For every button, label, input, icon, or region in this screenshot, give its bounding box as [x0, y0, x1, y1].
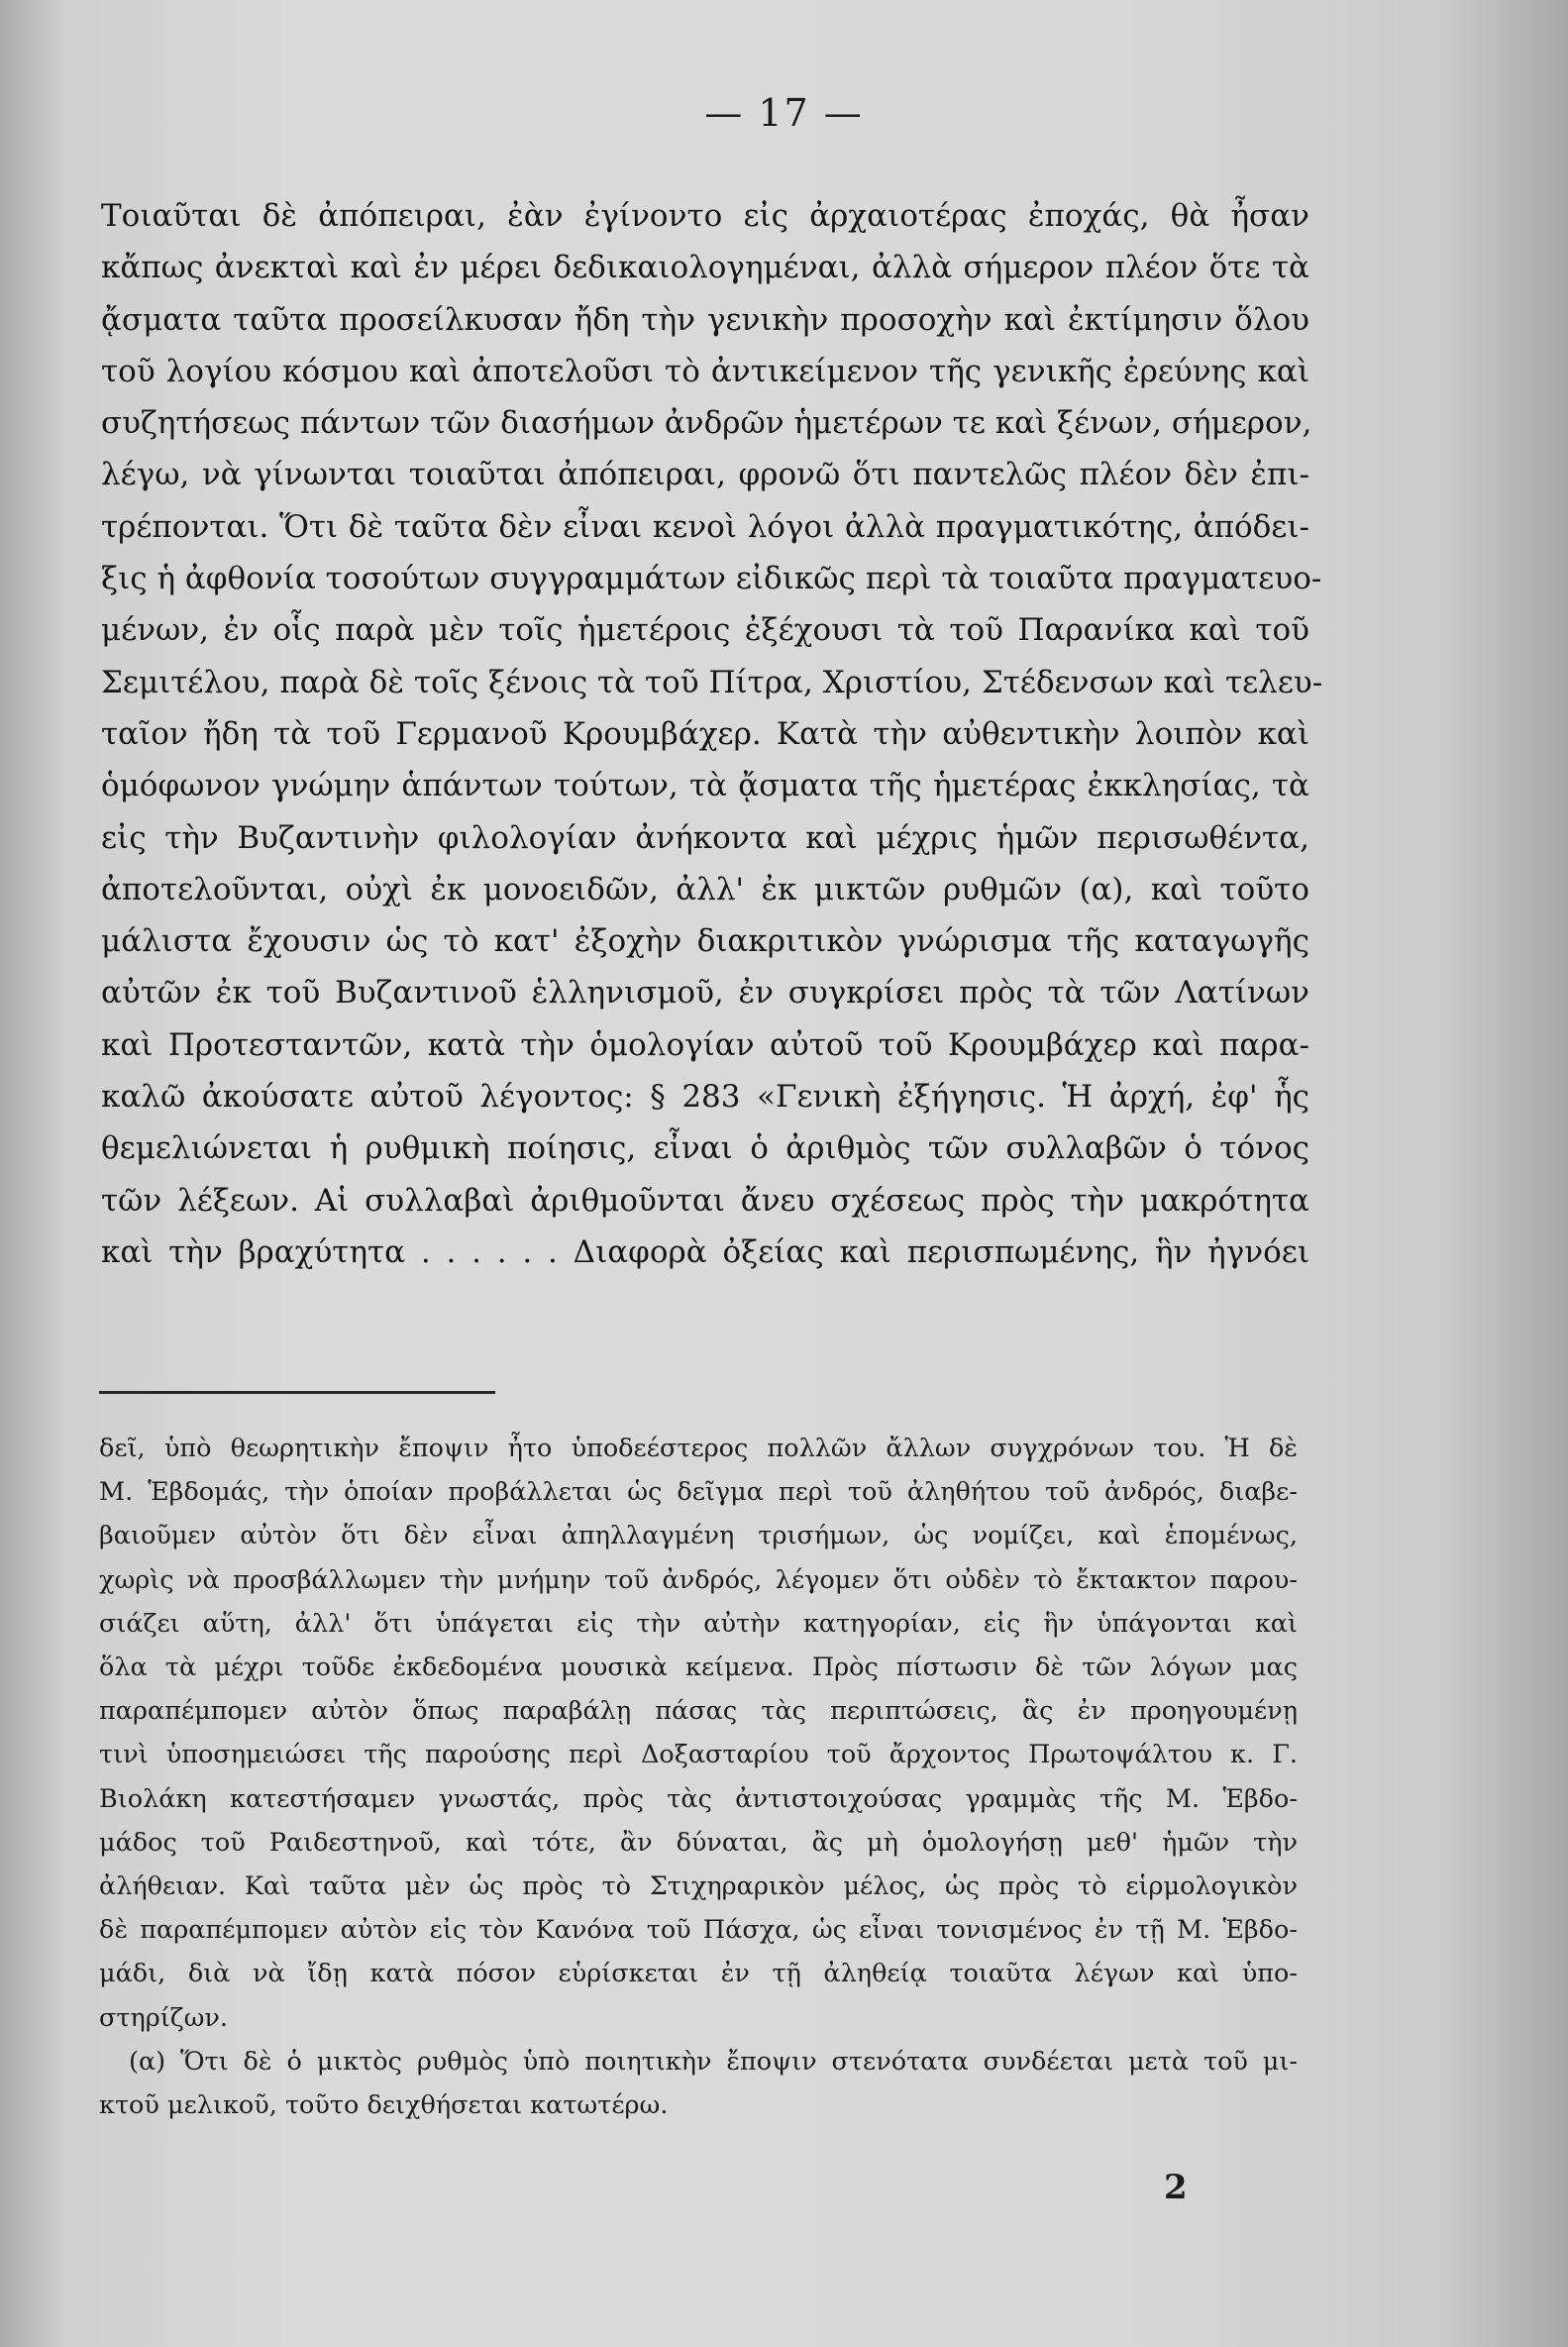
footnote-line: μάδος τοῦ Ραιδεστηνοῦ, καὶ τότε, ἂν δύναται, ἂς μὴ ὁμολογήσῃ μεθ' ἡμῶν τὴν: [99, 1827, 1298, 1858]
text-line: καὶ τὴν βραχύτητα . . . . . . Διαφορὰ ὀξείας καὶ περισπωμένης, ἣν ἠγνόει: [101, 1233, 1309, 1270]
footnote-line: σιάζει αὕτη, ἀλλ' ὅτι ὑπάγεται εἰς τὴν αὐτὴν κατηγορίαν, εἰς ἣν ὑπάγονται καὶ: [99, 1608, 1298, 1639]
signature-number: 2: [1164, 2168, 1188, 2207]
text-line: μένων, ἐν οἷς παρὰ μὲν τοῖς ἡμετέροις ἐξέχουσι τὰ τοῦ Παρανίκα καὶ τοῦ: [101, 612, 1309, 649]
text-line: Τοιαῦται δὲ ἀπόπειραι, ἐὰν ἐγίνοντο εἰς ἀρχαιοτέρας ἐποχάς, θὰ ἦσαν: [101, 198, 1309, 234]
text-line: τρέπονται. Ὅτι δὲ ταῦτα δὲν εἶναι κενοὶ λόγοι ἀλλὰ πραγματικότης, ἀπόδει-: [101, 508, 1309, 545]
text-line: καὶ Προτεσταντῶν, κατὰ τὴν ὁμολογίαν αὐτοῦ τοῦ Κρουμβάχερ καὶ παρα-: [101, 1026, 1309, 1063]
text-line: ταῖον ἤδη τὰ τοῦ Γερμανοῦ Κρουμβάχερ. Κατὰ τὴν αὐθεντικὴν λοιπὸν καὶ: [101, 715, 1309, 752]
text-line: θεμελιώνεται ἡ ρυθμικὴ ποίησις, εἶναι ὁ ἀριθμὸς τῶν συλλαβῶν ὁ τόνος: [101, 1130, 1309, 1167]
text-line: Σεμιτέλου, παρὰ δὲ τοῖς ξένοις τὰ τοῦ Πίτρα, Χριστίου, Στέδενσων καὶ τελευ-: [101, 664, 1323, 700]
text-line: ἀποτελοῦνται, οὐχὶ ἐκ μονοειδῶν, ἀλλ' ἐκ μικτῶν ρυθμῶν (α), καὶ τοῦτο: [101, 871, 1309, 907]
footnote-line: ἀλήθειαν. Καὶ ταῦτα μὲν ὡς πρὸς τὸ Στιχηραρικὸν μέλος, ὡς πρὸς τὸ εἱρμολογικὸν: [99, 1871, 1298, 1902]
page-number: — 17 —: [704, 91, 864, 135]
text-line: καλῶ ἀκούσατε αὐτοῦ λέγοντος: § 283 «Γενικὴ ἐξήγησις. Ἡ ἀρχή, ἐφ' ἧς: [101, 1079, 1309, 1116]
footnotes: [99, 1427, 1298, 2127]
footnote-line: μάδι, διὰ νὰ ἴδῃ κατὰ πόσον εὑρίσκεται ἐν τῇ ἀληθείᾳ τοιαῦτα λέγων καὶ ὑπο-: [99, 1959, 1298, 1989]
text-line: κἄπως ἀνεκταὶ καὶ ἐν μέρει δεδικαιολογημέναι, ἀλλὰ σήμερον πλέον ὅτε τὰ: [101, 250, 1309, 286]
footnote-line: ὅλα τὰ μέχρι τοῦδε ἐκδεδομένα μουσικὰ κείμενα. Πρὸς πίστωσιν δὲ τῶν λόγων μας: [99, 1653, 1298, 1683]
text-line: εἰς τὴν Βυζαντινὴν φιλολογίαν ἀνήκοντα καὶ μέχρις ἡμῶν περισωθέντα,: [101, 819, 1309, 856]
footnote-line: στηρίζων.: [99, 2002, 229, 2033]
text-line: μάλιστα ἔχουσιν ὡς τὸ κατ' ἐξοχὴν διακριτικὸν γνώρισμα τῆς καταγωγῆς: [101, 923, 1309, 960]
text-line: ὁμόφωνον γνώμην ἁπάντων τούτων, τὰ ᾄσματα τῆς ἡμετέρας ἐκκλησίας, τὰ: [101, 768, 1309, 804]
footnote-line: βαιοῦμεν αὐτὸν ὅτι δὲν εἶναι ἀπηλλαγμένη τρισήμων, ὡς νομίζει, καὶ ἑπομένως,: [99, 1521, 1298, 1551]
text-line: συζητήσεως πάντων τῶν διασήμων ἀνδρῶν ἡμετέρων τε καὶ ξένων, σήμερον,: [101, 405, 1312, 442]
footnote-line: Βιολάκη κατεστήσαμεν γνωστάς, πρὸς τὰς ἀντιστοιχούσας γραμμὰς τῆς Μ. Ἑβδο-: [99, 1783, 1298, 1814]
footnote-separator: [99, 1391, 495, 1394]
text-line: ξις ἡ ἀφθονία τοσούτων συγγραμμάτων εἰδικῶς περὶ τὰ τοιαῦτα πραγματευο-: [101, 561, 1322, 597]
text-line: τοῦ λογίου κόσμου καὶ ἀποτελοῦσι τὸ ἀντικείμενον τῆς γενικῆς ἐρεύνης καὶ: [101, 353, 1309, 389]
footnote-line: δεῖ, ὑπὸ θεωρητικὴν ἔποψιν ἦτο ὑποδεέστερος πολλῶν ἄλλων συγχρόνων του. Ἡ δὲ: [99, 1434, 1298, 1463]
main-text: [101, 190, 1323, 1278]
footnote-line: παραπέμπομεν αὐτὸν ὅπως παραβάλῃ πάσας τὰς περιπτώσεις, ἃς ἐν προηγουμένῃ: [99, 1696, 1298, 1727]
footnote-line: χωρὶς νὰ προσβάλλωμεν τὴν μνήμην τοῦ ἀνδρός, λέγομεν ὅτι οὐδὲν τὸ ἔκτακτον παρου-: [99, 1564, 1298, 1595]
text-line: αὐτῶν ἐκ τοῦ Βυζαντινοῦ ἑλληνισμοῦ, ἐν συγκρίσει πρὸς τὰ τῶν Λατίνων: [101, 975, 1309, 1012]
footnote-a-line: κτοῦ μελικοῦ, τοῦτο δειχθήσεται κατωτέρω.: [99, 2090, 669, 2121]
text-line: λέγω, νὰ γίνωνται τοιαῦται ἀπόπειραι, φρονῶ ὅτι παντελῶς πλέον δὲν ἐπι-: [101, 457, 1309, 493]
footnote-line: δὲ παραπέμπομεν αὐτὸν εἰς τὸν Κανόνα τοῦ Πάσχα, ὡς εἶναι τονισμένος ἐν τῇ Μ. Ἑβδο-: [99, 1915, 1298, 1946]
footnote-a-line: (α) Ὅτι δὲ ὁ μικτὸς ρυθμὸς ὑπὸ ποιητικὴν ἔποψιν στενότατα συνδέεται μετὰ τοῦ μι-: [129, 2046, 1298, 2077]
text-line: ᾄσματα ταῦτα προσείλκυσαν ἤδη τὴν γενικὴν προσοχὴν καὶ ἐκτίμησιν ὅλου: [101, 301, 1309, 338]
footnote-line: τινὶ ὑποσημειώσει τῆς παρούσης περὶ Δοξασταρίου τοῦ ἄρχοντος Πρωτοψάλτου κ. Γ.: [99, 1740, 1298, 1770]
footnote-line: Μ. Ἑβδομάς, τὴν ὁποίαν προβάλλεται ὡς δεῖγμα περὶ τοῦ ἀληθήτου τοῦ ἀνδρός, διαβε-: [99, 1477, 1298, 1508]
text-line: τῶν λέξεων. Αἱ συλλαβαὶ ἀριθμοῦνται ἄνευ σχέσεως πρὸς τὴν μακρότητα: [101, 1182, 1309, 1219]
